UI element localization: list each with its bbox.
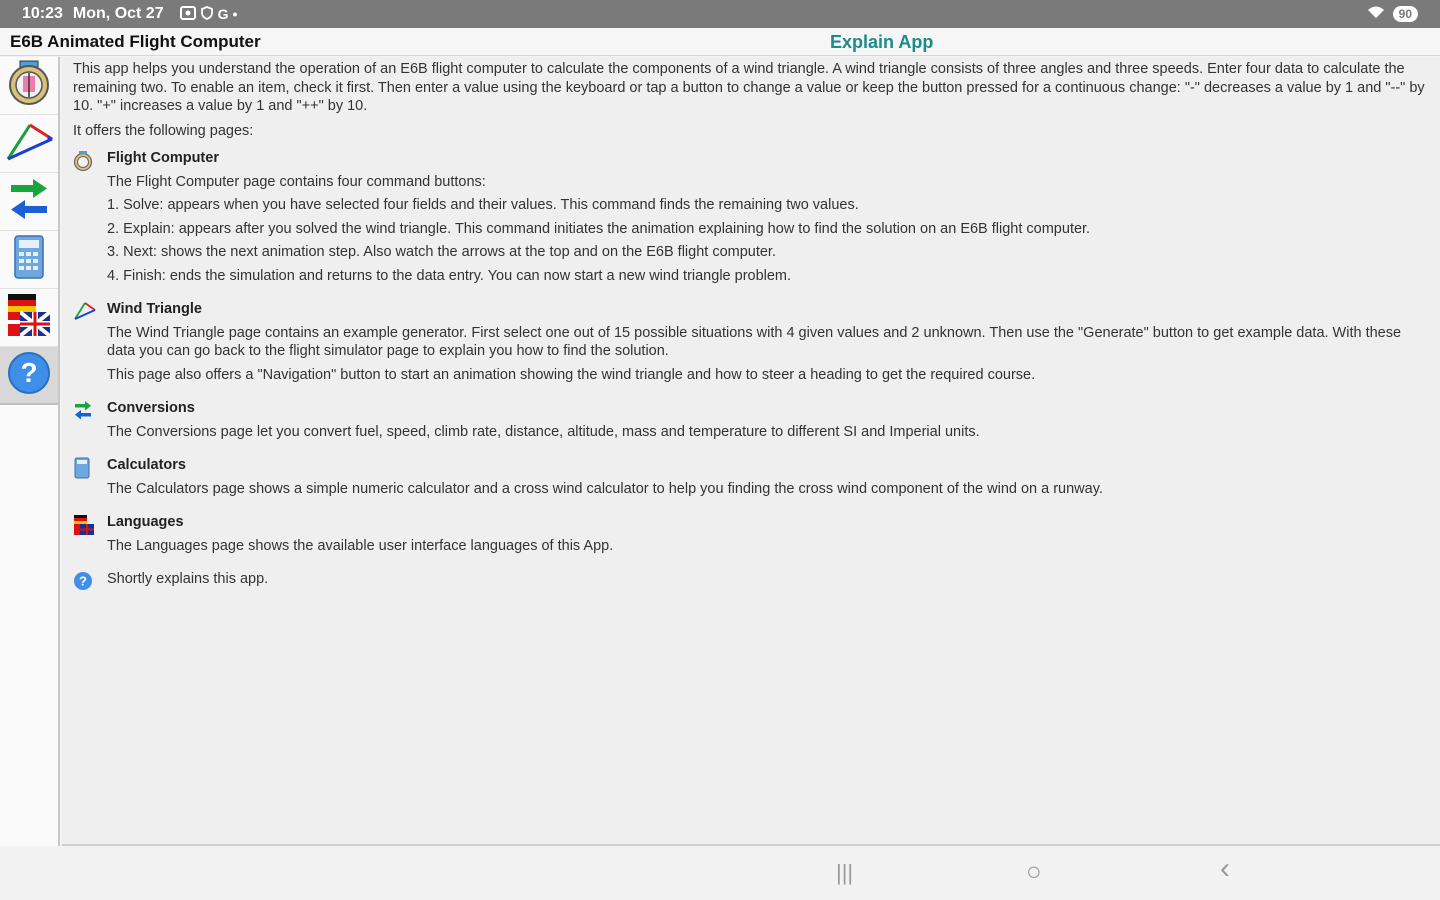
section-conversions	[73, 399, 1428, 446]
section-text: The Wind Triangle page contains an example generator. First select one out of 15 possible situations with 4 given values and 2 unknown. Then use the "Generate" button to get example data. With these data you can go back to the flight simulator page to explain you how to find the solution.	[107, 324, 1402, 359]
title-bar	[0, 28, 1440, 56]
recents-button[interactable]: |||	[836, 860, 854, 885]
sidebar-item-calculators[interactable]	[0, 231, 58, 289]
section-text: This page also offers a "Navigation" button to start an animation showing the wind triangle and how to steer a heading to get the required course.	[107, 366, 1036, 383]
section-flight-computer	[73, 149, 1428, 290]
google-icon: G	[217, 6, 229, 22]
section-text: The Conversions page let you convert fuel, speed, climb rate, distance, altitude, mass and temperature to different SI and Imperial units.	[107, 423, 980, 440]
section-text: 3. Next: shows the next animation step. Also watch the arrows at the top and on the E6B flight computer.	[107, 244, 776, 260]
status-time: 10:23	[22, 5, 63, 22]
svg-text:?: ?	[20, 356, 38, 388]
section-text: 1. Solve: appears when you have selected four fields and their values. This command finds the remaining two values.	[107, 197, 859, 213]
home-button[interactable]: ○	[1026, 856, 1042, 886]
sidebar-item-conversions[interactable]	[0, 173, 58, 231]
app-title: E6B Animated Flight Computer	[10, 31, 261, 51]
sidebar-item-languages[interactable]	[0, 289, 58, 347]
sidebar-item-flight-computer[interactable]	[0, 57, 58, 115]
calculator-icon	[73, 456, 107, 503]
section-title: Calculators	[107, 457, 186, 473]
section-text: The Flight Computer page contains four command buttons:	[107, 173, 486, 190]
section-languages	[73, 513, 1428, 560]
section-title: Languages	[107, 514, 184, 530]
wind-triangle-icon	[73, 300, 107, 389]
section-text: 4. Finish: ends the simulation and returns to the data entry. You can now start a new wind triangle problem.	[107, 267, 792, 284]
conversions-icon	[7, 176, 51, 227]
section-text: Shortly explains this app.	[107, 571, 269, 587]
battery-icon: 90	[1393, 6, 1418, 22]
page-title: Explain App	[830, 32, 934, 52]
section-title: Wind Triangle	[107, 301, 202, 317]
flags-icon	[6, 292, 52, 343]
section-title: Flight Computer	[107, 150, 219, 166]
flags-icon	[73, 513, 107, 560]
calculator-icon	[11, 234, 47, 285]
shield-icon	[200, 6, 214, 23]
offers-text: It offers the following pages:	[73, 122, 254, 139]
flight-computer-icon	[73, 149, 107, 290]
flight-computer-icon	[7, 59, 51, 112]
navigation-bar	[0, 846, 1440, 900]
section-text: The Calculators page shows a simple numeric calculator and a cross wind calculator to help you finding the cross wind component of the wind on a runway.	[107, 480, 1103, 497]
notification-icons	[180, 6, 238, 23]
conversions-icon	[73, 399, 107, 446]
section-title: Conversions	[107, 400, 195, 416]
help-icon	[7, 351, 51, 400]
explain-content	[62, 57, 1440, 846]
back-button[interactable]: ‹	[1220, 852, 1230, 885]
help-icon	[73, 570, 107, 597]
sidebar	[0, 57, 60, 846]
wind-triangle-icon	[4, 119, 54, 168]
section-text: 2. Explain: appears after you solved the wind triangle. This command initiates the animation explaining how to find the solution on an E6B flight computer.	[107, 220, 1091, 237]
section-calculators	[73, 456, 1428, 503]
svg-text:?: ?	[79, 573, 87, 589]
status-bar	[0, 0, 1440, 28]
intro-text: This app helps you understand the operation of an E6B flight computer to calculate the components of a wind triangle. A wind triangle consists of three angles and three speeds. Enter four data to calculate the remaining two. To enable an item, check it first. Then enter a value using the keyboard or tap a button to change a value or keep the button pressed for a continuous change: "-" decreases a value by 1 and "--" by 10. "+" increases a value by 1 and "++" by 10.	[73, 61, 1425, 114]
sidebar-item-wind-triangle[interactable]	[0, 115, 58, 173]
section-wind-triangle	[73, 300, 1428, 389]
sidebar-item-explain-app[interactable]	[0, 347, 58, 405]
wifi-icon	[1367, 5, 1385, 24]
screenshot-icon	[180, 6, 196, 23]
dot-icon: •	[232, 6, 238, 22]
status-date: Mon, Oct 27	[72, 5, 164, 22]
section-text: The Languages page shows the available user interface languages of this App.	[107, 537, 614, 554]
section-explain	[73, 570, 1428, 597]
